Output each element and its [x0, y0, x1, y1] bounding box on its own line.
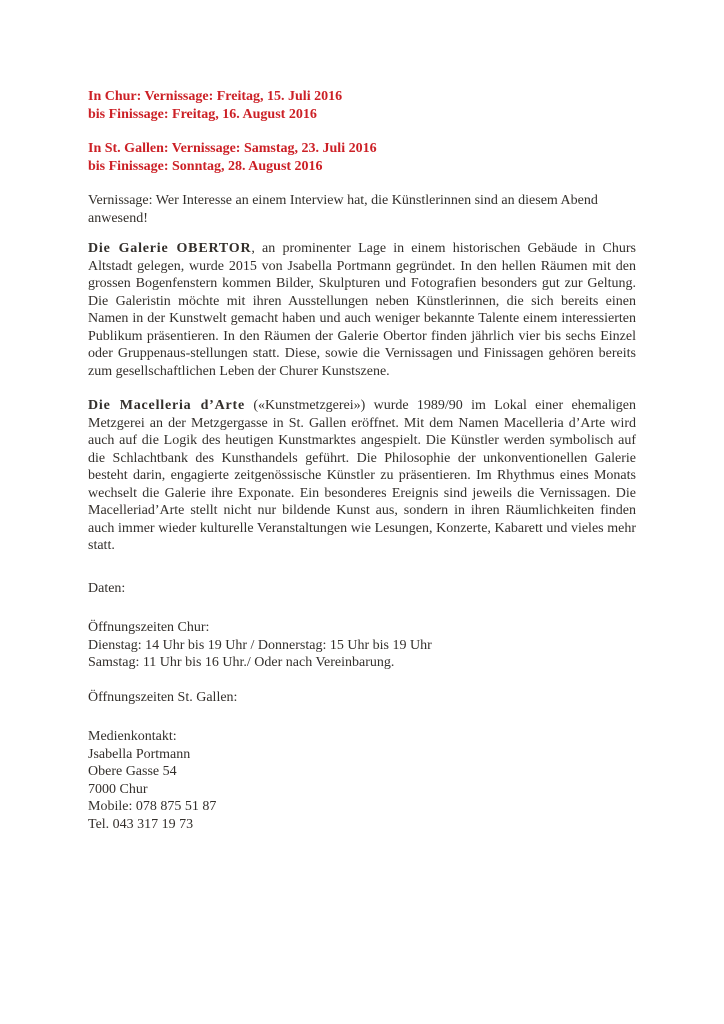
contact-city: 7000 Chur — [88, 781, 148, 797]
contact-phone: Tel. 043 317 19 73 — [88, 816, 194, 832]
opening-hours-st-gallen-title: Öffnungszeiten St. Gallen: — [88, 689, 238, 705]
chur-finissage-line: bis Finissage: Freitag, 16. August 2016 — [88, 106, 317, 122]
galerie-obertor-lead: Die Galerie OBERTOR — [88, 241, 252, 256]
vernissage-note-paragraph: Vernissage: Wer Interesse an einem Interview hat, die Künstlerinnen sind an diesem Abend anwesend! — [88, 193, 598, 226]
galerie-obertor-paragraph — [88, 240, 636, 380]
st-gallen-finissage-line: bis Finissage: Sonntag, 28. August 2016 — [88, 158, 323, 174]
document-content — [88, 88, 636, 833]
heading-dates-st-gallen — [88, 140, 636, 175]
hours-chur-weekdays: Dienstag: 14 Uhr bis 19 Uhr / Donnerstag: 15 Uhr bis 19 Uhr — [88, 637, 432, 653]
st-gallen-vernissage-line: In St. Gallen: Vernissage: Samstag, 23. Juli 2016 — [88, 141, 377, 156]
daten-label: Daten: — [88, 580, 126, 596]
macelleria-paragraph — [88, 397, 636, 555]
galerie-obertor-body: , an prominenter Lage in einem historischen Gebäude in Churs Altstadt gelegen, wurde 2015 von Jsabella Portmann gegründet. In den hellen Räumen mit den grossen Bogenfenstern kommen Bilder, Skulpturen und Fotografien besonders gut zur Geltung. Die Galeristin möchte mit ihren Ausstellungen neben Künstlerinnen, die sich bereits einen Namen in der Kunstwelt gemacht haben und auch weniger bekannte Talente einem interessierten Publikum präsentieren. In den Räumen der Galerie Obertor finden jährlich vier bis sechs Einzel oder Gruppenaus-stellungen statt. Diese, sowie die Vernissagen und Finissagen gehören bereits zum gesellschaftlichen Leben der Churer Kunstszene. — [88, 241, 636, 379]
hours-chur-title: Öffnungszeiten Chur: — [88, 620, 210, 635]
contact-street: Obere Gasse 54 — [88, 764, 177, 779]
contact-label: Medienkontakt: — [88, 729, 177, 744]
opening-hours-chur — [88, 619, 636, 672]
macelleria-lead: Die Macelleria d’Arte — [88, 398, 246, 413]
chur-vernissage-line: In Chur: Vernissage: Freitag, 15. Juli 2016 — [88, 89, 343, 104]
hours-chur-saturday: Samstag: 11 Uhr bis 16 Uhr./ Oder nach Vereinbarung. — [88, 655, 395, 670]
heading-dates-chur — [88, 88, 636, 123]
macelleria-body: («Kunstmetzgerei») wurde 1989/90 im Lokal einer ehemaligen Metzgerei an der Metzgergasse in St. Gallen eröffnet. Mit dem Namen Macelleria d’Arte wird auch auf die Logik des heutigen Kunstmarktes angespielt. Die Künstler werden symbolisch auf die Schlachtbank des Kunsthandels geführt. Die Philosophie der unkonventionellen Galerie besteht darin, engagierte zeitgenössische Künstler zu präsentieren. Im Rhythmus eines Monats wechselt die Galerie ihre Exponate. Ein besonderes Ereignis sind jeweils die Vernissagen. Die Macelleriad’Arte stellt nicht nur bildende Kunst aus, sondern in ihren Räumlichkeiten finden auch immer wieder kulturelle Veranstaltungen wie Lesungen, Konzerte, Kabarett und vieles mehr statt. — [88, 398, 636, 553]
media-contact-block — [88, 728, 636, 833]
contact-mobile: Mobile: 078 875 51 87 — [88, 799, 217, 814]
contact-name: Jsabella Portmann — [88, 746, 191, 762]
